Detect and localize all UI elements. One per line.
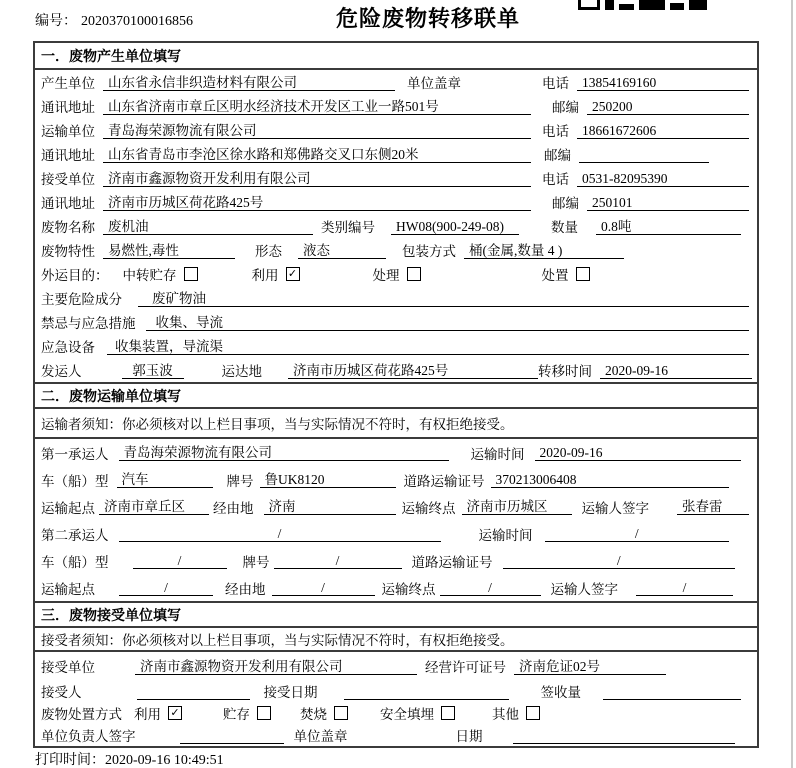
purpose-label: 外运目的： bbox=[41, 268, 109, 283]
print-time-value: 2020-09-16 10:49:51 bbox=[105, 753, 224, 768]
emergency-label: 禁忌与应急措施 bbox=[41, 316, 136, 331]
route-start-value: / bbox=[119, 579, 213, 596]
date-value bbox=[513, 727, 736, 744]
destination-value: 济南市历城区荷花路425号 bbox=[288, 362, 538, 379]
waste-name-label: 废物名称 bbox=[41, 220, 95, 235]
row-transporter-address bbox=[35, 142, 757, 166]
first-carrier-label: 第一承运人 bbox=[41, 446, 109, 462]
row-disposal-method bbox=[35, 702, 757, 724]
road-license-value: / bbox=[503, 552, 736, 569]
checkbox-dispose-icon bbox=[576, 267, 590, 281]
route-via-value: 济南 bbox=[264, 498, 396, 515]
disposal-option-landfill bbox=[380, 703, 455, 723]
row-sender bbox=[35, 358, 757, 382]
road-license-value: 370213006408 bbox=[491, 471, 730, 488]
responsible-sign-value bbox=[180, 727, 284, 744]
row-vehicle-1 bbox=[35, 466, 757, 493]
quantity-value: 0.8吨 bbox=[596, 218, 741, 235]
receiver-label: 接受人 bbox=[41, 685, 82, 700]
postcode-value: 250101 bbox=[587, 194, 749, 211]
print-time bbox=[35, 749, 224, 768]
route-end-value: 济南市历城区 bbox=[462, 498, 572, 515]
produce-unit-value: 山东省永信非织造材料有限公司 bbox=[103, 74, 395, 91]
transporter-sign-value: / bbox=[636, 579, 733, 596]
route-start-value: 济南市章丘区 bbox=[99, 498, 209, 515]
row-route-1 bbox=[35, 493, 757, 520]
hazard-value: 废矿物油 bbox=[138, 290, 749, 307]
destination-label: 运达地 bbox=[221, 364, 262, 379]
purpose-option-utilize bbox=[252, 264, 300, 284]
receive-unit-value: 济南市鑫源物资开发利用有限公司 bbox=[135, 658, 417, 675]
page-edge bbox=[791, 0, 793, 768]
purpose-option-treat bbox=[373, 264, 421, 284]
category-code-label: 类别编号 bbox=[321, 220, 375, 235]
operating-license-label: 经营许可证号 bbox=[425, 660, 506, 675]
option-label: 处置 bbox=[541, 268, 569, 283]
waste-prop-value: 易燃性,毒性 bbox=[103, 242, 235, 259]
road-license-label: 道路运输证号 bbox=[411, 554, 493, 570]
category-code-value: HW08(900-249-08) bbox=[391, 218, 519, 235]
transport-time-value: 2020-09-16 bbox=[535, 444, 742, 461]
unit-seal-label: 单位盖章 bbox=[293, 729, 348, 744]
qr-block bbox=[689, 0, 707, 10]
address-value: 济南市历城区荷花路425号 bbox=[103, 194, 531, 211]
operating-license-value: 济南危证02号 bbox=[514, 658, 666, 675]
disposal-option-store bbox=[223, 703, 271, 723]
checkbox-store-icon bbox=[257, 706, 271, 720]
phone-label: 电话 bbox=[542, 124, 569, 139]
transport-time-label: 运输时间 bbox=[478, 527, 533, 543]
option-label: 焚烧 bbox=[300, 707, 327, 722]
phone-value: 13854169160 bbox=[577, 74, 749, 91]
responsible-sign-label: 单位负责人签字 bbox=[41, 729, 136, 744]
receive-date-label: 接受日期 bbox=[263, 685, 318, 700]
transporter-sign-label: 运输人签字 bbox=[550, 581, 618, 597]
produce-unit-label: 产生单位 bbox=[41, 76, 95, 91]
route-via-label: 经由地 bbox=[225, 581, 266, 597]
row-producer-address bbox=[35, 94, 757, 118]
receiver-value bbox=[137, 683, 250, 700]
vehicle-type-label: 车（船）型 bbox=[41, 554, 109, 570]
route-via-label: 经由地 bbox=[213, 500, 254, 516]
plate-label: 牌号 bbox=[242, 554, 270, 570]
checkbox-utilize-icon: ✓ bbox=[168, 706, 182, 720]
route-end-value: / bbox=[440, 579, 541, 596]
disposal-option-utilize bbox=[134, 703, 182, 723]
section1-title: 一．废物产生单位填写 bbox=[35, 43, 757, 70]
postcode-label: 邮编 bbox=[552, 196, 579, 211]
postcode-label: 邮编 bbox=[544, 148, 571, 163]
date-label: 日期 bbox=[455, 729, 483, 744]
plate-label: 牌号 bbox=[226, 473, 254, 489]
route-end-label: 运输终点 bbox=[401, 500, 456, 516]
checkbox-incinerate-icon bbox=[334, 706, 348, 720]
phone-label: 电话 bbox=[542, 76, 569, 91]
route-via-value: / bbox=[272, 579, 375, 596]
receive-date-value bbox=[344, 683, 509, 700]
disposal-method-label: 废物处置方式 bbox=[41, 707, 122, 722]
hazard-label: 主要危险成分 bbox=[41, 292, 122, 307]
plate-value: / bbox=[274, 552, 402, 569]
checkbox-landfill-icon bbox=[441, 706, 455, 720]
option-label: 处理 bbox=[372, 268, 400, 283]
row-receiver-person bbox=[35, 680, 757, 702]
option-label: 其他 bbox=[492, 707, 519, 722]
receive-unit-label: 接受单位 bbox=[41, 172, 95, 187]
route-end-label: 运输终点 bbox=[381, 581, 436, 597]
address-value: 山东省青岛市李沧区徐水路和郑佛路交叉口东侧20米 bbox=[103, 146, 531, 163]
option-label: 安全填埋 bbox=[380, 707, 434, 722]
route-start-label: 运输起点 bbox=[41, 581, 95, 597]
row-receiver-address bbox=[35, 190, 757, 214]
sender-label: 发运人 bbox=[41, 364, 82, 379]
transport-time-label: 运输时间 bbox=[470, 446, 525, 462]
qr-code-fragment bbox=[578, 0, 707, 11]
route-start-label: 运输起点 bbox=[41, 500, 95, 516]
document-number bbox=[35, 10, 193, 30]
row-first-carrier bbox=[35, 439, 757, 466]
row-receiving-unit bbox=[35, 652, 757, 680]
row-second-carrier bbox=[35, 520, 757, 547]
postcode-value bbox=[579, 146, 709, 163]
phone-value: 18661672606 bbox=[577, 122, 749, 139]
address-value: 山东省济南市章丘区明水经济技术开发区工业一路501号 bbox=[103, 98, 531, 115]
section2-title: 二．废物运输单位填写 bbox=[35, 382, 757, 409]
section3-title: 三．废物接受单位填写 bbox=[35, 601, 757, 628]
emergency-value: 收集、导流 bbox=[146, 314, 750, 331]
disposal-option-other bbox=[492, 703, 540, 723]
checkbox-other-icon bbox=[526, 706, 540, 720]
document-number-label: 编号： bbox=[35, 14, 77, 29]
receive-unit-value: 济南市鑫源物资开发利用有限公司 bbox=[103, 170, 531, 187]
print-time-label: 打印时间： bbox=[35, 753, 105, 768]
signed-quantity-value bbox=[603, 683, 741, 700]
qr-block bbox=[639, 0, 665, 10]
qr-block bbox=[578, 0, 600, 10]
qr-block bbox=[670, 3, 684, 10]
second-carrier-value: / bbox=[119, 525, 441, 542]
disposal-option-incinerate bbox=[300, 703, 348, 723]
form-label: 形态 bbox=[255, 244, 282, 259]
row-produce-unit bbox=[35, 70, 757, 94]
transport-unit-label: 运输单位 bbox=[41, 124, 95, 139]
receive-unit-label: 接受单位 bbox=[41, 660, 95, 675]
equipment-value: 收集装置，导流渠 bbox=[107, 338, 749, 355]
sender-value: 郭玉波 bbox=[122, 362, 184, 379]
transfer-time-label: 转移时间 bbox=[538, 364, 592, 379]
transport-unit-value: 青岛海荣源物流有限公司 bbox=[103, 122, 531, 139]
option-label: 利用 bbox=[251, 268, 279, 283]
phone-value: 0531-82095390 bbox=[577, 170, 749, 187]
signed-quantity-label: 签收量 bbox=[540, 685, 581, 700]
checkbox-treat-icon bbox=[407, 267, 421, 281]
purpose-option-transfer-storage bbox=[123, 264, 198, 284]
first-carrier-value: 青岛海荣源物流有限公司 bbox=[119, 444, 449, 461]
row-route-2 bbox=[35, 574, 757, 601]
packing-label: 包装方式 bbox=[402, 244, 456, 259]
option-label: 利用 bbox=[134, 707, 161, 722]
qr-block bbox=[605, 0, 614, 10]
option-label: 中转贮存 bbox=[122, 268, 177, 283]
row-waste-name bbox=[35, 214, 757, 238]
vehicle-type-label: 车（船）型 bbox=[41, 473, 109, 489]
unit-seal-label: 单位盖章 bbox=[407, 76, 461, 91]
vehicle-type-value: / bbox=[133, 552, 227, 569]
manifest-form-table bbox=[33, 41, 759, 748]
row-waste-properties bbox=[35, 238, 757, 262]
postcode-value: 250200 bbox=[587, 98, 749, 115]
plate-value: 鲁UK8120 bbox=[260, 471, 396, 488]
address-label: 通讯地址 bbox=[41, 148, 95, 163]
row-hazard-components bbox=[35, 286, 757, 310]
second-carrier-label: 第二承运人 bbox=[41, 527, 109, 543]
row-emergency-measures bbox=[35, 310, 757, 334]
transfer-time-value: 2020-09-16 bbox=[600, 362, 752, 379]
receiver-notice: 接受者须知：你必须核对以上栏目事项，当与实际情况不符时，有权拒绝接受。 bbox=[35, 628, 757, 652]
page-title: 危险废物转移联单 bbox=[336, 6, 521, 31]
waste-name-value: 废机油 bbox=[103, 218, 313, 235]
transporter-sign-label: 运输人签字 bbox=[581, 500, 649, 516]
checkbox-utilize-icon: ✓ bbox=[286, 267, 300, 281]
row-responsible-signature bbox=[35, 724, 757, 746]
option-label: 贮存 bbox=[223, 707, 250, 722]
checkbox-transfer-storage-icon bbox=[184, 267, 198, 281]
address-label: 通讯地址 bbox=[41, 100, 95, 115]
road-license-label: 道路运输证号 bbox=[403, 473, 485, 489]
equipment-label: 应急设备 bbox=[41, 340, 95, 355]
vehicle-type-value: 汽车 bbox=[117, 471, 213, 488]
qr-block bbox=[619, 4, 634, 10]
postcode-label: 邮编 bbox=[552, 100, 579, 115]
quantity-label: 数量 bbox=[551, 220, 578, 235]
row-transport-unit bbox=[35, 118, 757, 142]
row-transfer-purpose bbox=[35, 262, 757, 286]
document-number-value: 2020370100016856 bbox=[81, 14, 193, 29]
phone-label: 电话 bbox=[542, 172, 569, 187]
form-value: 液态 bbox=[298, 242, 386, 259]
row-receive-unit bbox=[35, 166, 757, 190]
transporter-sign-value: 张春雷 bbox=[677, 498, 749, 515]
purpose-option-dispose bbox=[542, 264, 590, 284]
row-vehicle-2 bbox=[35, 547, 757, 574]
address-label: 通讯地址 bbox=[41, 196, 95, 211]
transporter-notice: 运输者须知：你必须核对以上栏目事项，当与实际情况不符时，有权拒绝接受。 bbox=[35, 409, 757, 439]
transport-time-value: / bbox=[545, 525, 730, 542]
packing-value: 桶(金属,数量 4 ) bbox=[464, 242, 624, 259]
row-emergency-equipment bbox=[35, 334, 757, 358]
waste-prop-label: 废物特性 bbox=[41, 244, 95, 259]
